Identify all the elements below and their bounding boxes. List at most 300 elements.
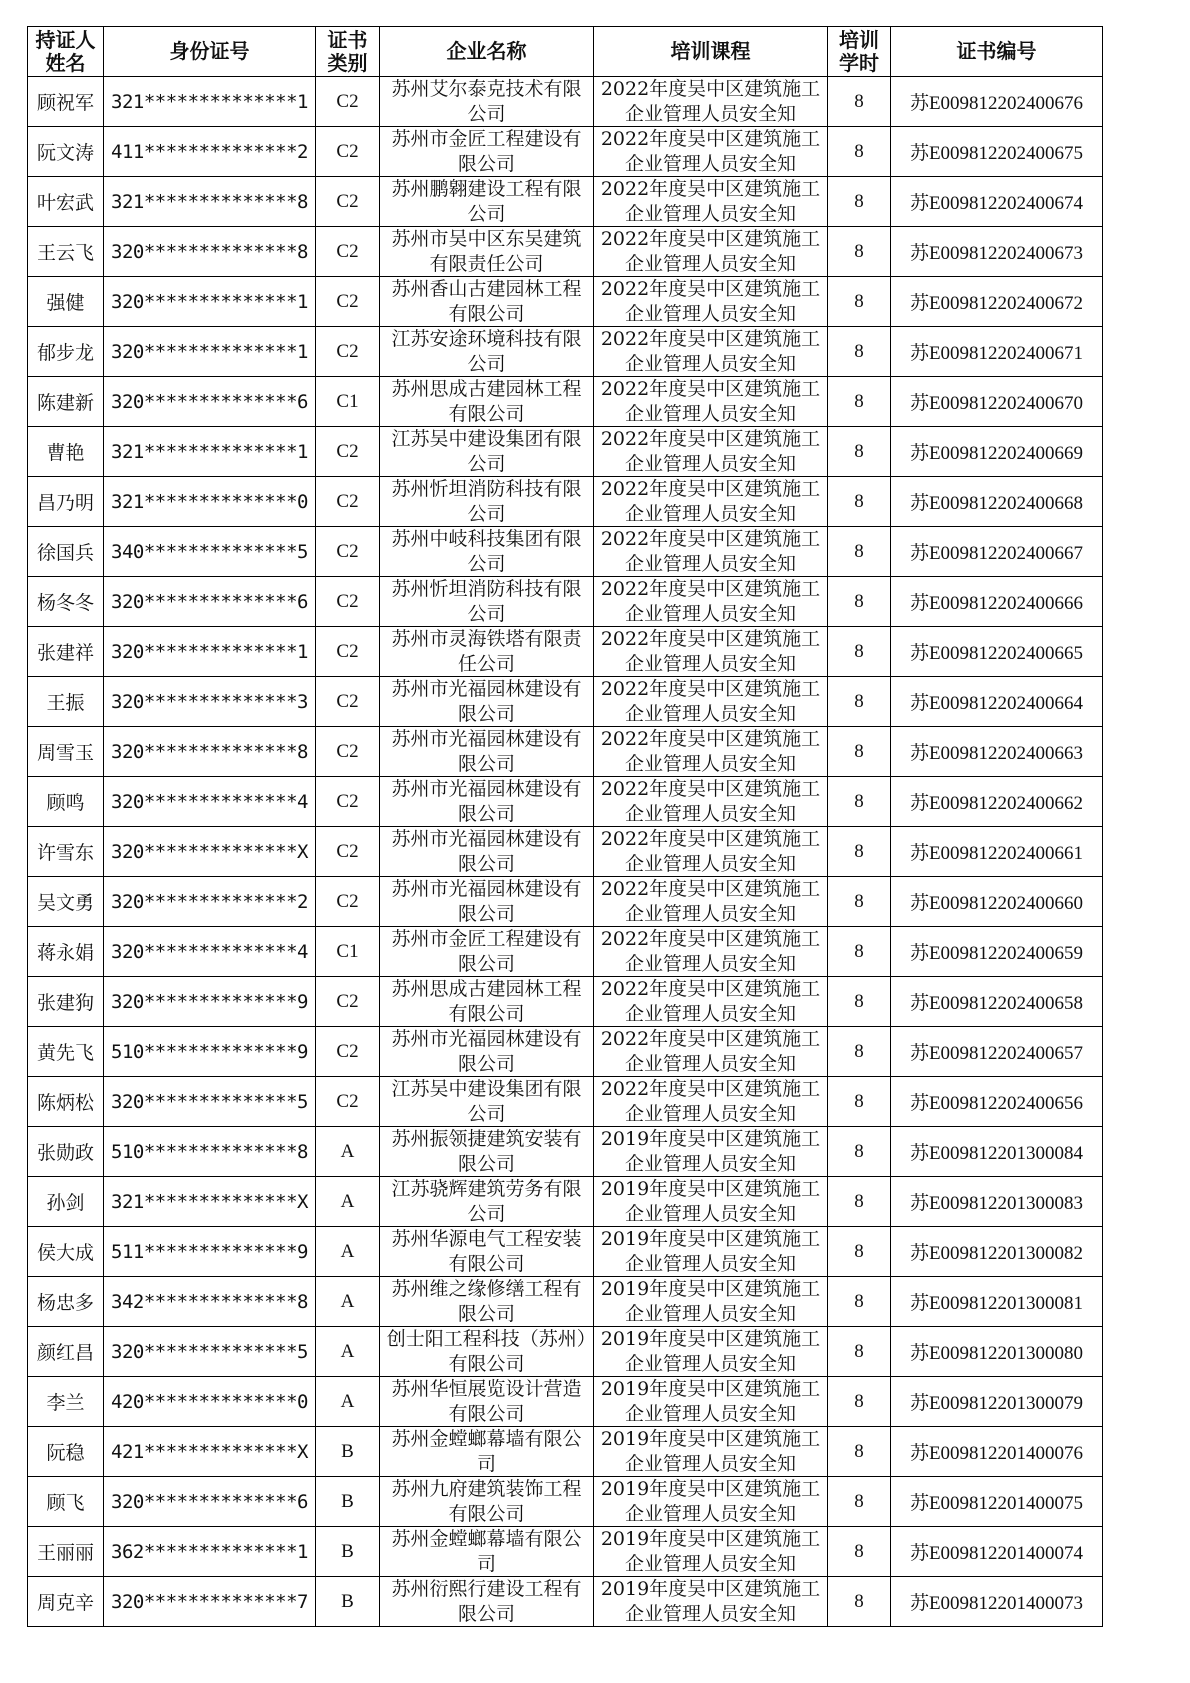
company-cell — [380, 227, 594, 277]
hours-cell: 8 — [828, 577, 891, 627]
holder-name-cell: 王振 — [28, 677, 104, 727]
cert-number-cell: 苏E009812202400658 — [891, 977, 1103, 1027]
holder-name-cell: 黄先飞 — [28, 1027, 104, 1077]
id-number-cell: 321**************0 — [104, 477, 316, 527]
holder-name-cell: 徐国兵 — [28, 527, 104, 577]
company-cell — [380, 327, 594, 377]
company-cell-text: 创士阳工程科技（苏州）有限公司 — [386, 1327, 587, 1373]
cert-number-cell: 苏E009812202400662 — [891, 777, 1103, 827]
holder-name-cell: 周雪玉 — [28, 727, 104, 777]
header-company: 企业名称 — [380, 27, 594, 77]
course-cell-text: 2019年度吴中区建筑施工企业管理人员安全知 — [600, 1527, 821, 1573]
company-cell — [380, 427, 594, 477]
course-cell-text: 2022年度吴中区建筑施工企业管理人员安全知 — [600, 327, 821, 373]
cert-number-cell: 苏E009812202400668 — [891, 477, 1103, 527]
course-cell — [594, 377, 828, 427]
company-cell — [380, 1377, 594, 1427]
course-cell — [594, 1077, 828, 1127]
cert-type-cell: C2 — [316, 627, 380, 677]
cert-number-cell: 苏E009812202400672 — [891, 277, 1103, 327]
holder-name-cell: 顾祝军 — [28, 77, 104, 127]
company-cell — [380, 677, 594, 727]
company-cell — [380, 1327, 594, 1377]
course-cell — [594, 1477, 828, 1527]
hours-cell: 8 — [828, 627, 891, 677]
table-row — [28, 1077, 1103, 1127]
course-cell — [594, 327, 828, 377]
cert-number-cell: 苏E009812201300079 — [891, 1377, 1103, 1427]
table-row — [28, 977, 1103, 1027]
cert-type-cell: A — [316, 1127, 380, 1177]
course-cell — [594, 277, 828, 327]
cert-type-cell: C1 — [316, 377, 380, 427]
cert-number-cell: 苏E009812201300080 — [891, 1327, 1103, 1377]
table-row — [28, 877, 1103, 927]
table-row — [28, 1427, 1103, 1477]
cert-type-cell: C2 — [316, 777, 380, 827]
course-cell — [594, 527, 828, 577]
cert-type-cell: A — [316, 1277, 380, 1327]
course-cell-text: 2022年度吴中区建筑施工企业管理人员安全知 — [600, 777, 821, 823]
hours-cell: 8 — [828, 177, 891, 227]
cert-type-cell: B — [316, 1477, 380, 1527]
hours-cell: 8 — [828, 127, 891, 177]
id-number-cell: 342**************8 — [104, 1277, 316, 1327]
hours-cell: 8 — [828, 327, 891, 377]
id-number-cell: 320**************1 — [104, 327, 316, 377]
hours-cell: 8 — [828, 1577, 891, 1627]
table-row — [28, 1277, 1103, 1327]
company-cell — [380, 1227, 594, 1277]
holder-name-cell: 顾飞 — [28, 1477, 104, 1527]
course-cell-text: 2022年度吴中区建筑施工企业管理人员安全知 — [600, 477, 821, 523]
holder-name-cell: 叶宏武 — [28, 177, 104, 227]
company-cell — [380, 1527, 594, 1577]
table-row — [28, 377, 1103, 427]
holder-name-cell: 张勋政 — [28, 1127, 104, 1177]
course-cell — [594, 1427, 828, 1477]
cert-number-cell: 苏E009812201300081 — [891, 1277, 1103, 1327]
cert-type-cell: C2 — [316, 877, 380, 927]
holder-name-cell: 阮稳 — [28, 1427, 104, 1477]
table-row — [28, 1177, 1103, 1227]
course-cell-text: 2022年度吴中区建筑施工企业管理人员安全知 — [600, 727, 821, 773]
course-cell-text: 2022年度吴中区建筑施工企业管理人员安全知 — [600, 1027, 821, 1073]
company-cell — [380, 527, 594, 577]
cert-type-cell: C2 — [316, 327, 380, 377]
cert-type-cell: C2 — [316, 1077, 380, 1127]
course-cell — [594, 127, 828, 177]
company-cell-text: 苏州市金匠工程建设有限公司 — [391, 927, 582, 973]
cert-type-cell: C2 — [316, 827, 380, 877]
table-row — [28, 577, 1103, 627]
hours-cell: 8 — [828, 977, 891, 1027]
cert-type-cell: C2 — [316, 1027, 380, 1077]
company-cell — [380, 1027, 594, 1077]
table-row — [28, 777, 1103, 827]
cert-type-cell: B — [316, 1577, 380, 1627]
cert-type-cell: C2 — [316, 127, 380, 177]
id-number-cell: 321**************1 — [104, 77, 316, 127]
course-cell-text: 2019年度吴中区建筑施工企业管理人员安全知 — [600, 1227, 821, 1273]
hours-cell: 8 — [828, 877, 891, 927]
hours-cell: 8 — [828, 1427, 891, 1477]
course-cell — [594, 577, 828, 627]
table-row — [28, 1377, 1103, 1427]
table-row — [28, 127, 1103, 177]
table-row — [28, 727, 1103, 777]
table-row — [28, 527, 1103, 577]
course-cell-text: 2022年度吴中区建筑施工企业管理人员安全知 — [600, 577, 821, 623]
header-cert-number: 证书编号 — [891, 27, 1103, 77]
company-cell-text: 苏州市光福园林建设有限公司 — [391, 827, 582, 873]
cert-type-cell: C2 — [316, 727, 380, 777]
hours-cell: 8 — [828, 477, 891, 527]
cert-number-cell: 苏E009812202400664 — [891, 677, 1103, 727]
company-cell — [380, 1177, 594, 1227]
company-cell-text: 苏州忻坦消防科技有限公司 — [391, 477, 582, 523]
course-cell-text: 2019年度吴中区建筑施工企业管理人员安全知 — [600, 1327, 821, 1373]
company-cell — [380, 77, 594, 127]
id-number-cell: 320**************8 — [104, 727, 316, 777]
company-cell-text: 苏州市光福园林建设有限公司 — [391, 727, 582, 773]
cert-type-cell: C2 — [316, 977, 380, 1027]
course-cell-text: 2019年度吴中区建筑施工企业管理人员安全知 — [600, 1577, 821, 1623]
company-cell-text: 苏州思成古建园林工程有限公司 — [391, 377, 582, 423]
company-cell — [380, 177, 594, 227]
table-row — [28, 1027, 1103, 1077]
id-number-cell: 320**************8 — [104, 227, 316, 277]
id-number-cell: 320**************2 — [104, 877, 316, 927]
certificate-table — [27, 26, 1103, 1627]
company-cell — [380, 477, 594, 527]
course-cell — [594, 677, 828, 727]
table-row — [28, 1477, 1103, 1527]
id-number-cell: 320**************3 — [104, 677, 316, 727]
id-number-cell: 510**************9 — [104, 1027, 316, 1077]
holder-name-cell: 李兰 — [28, 1377, 104, 1427]
course-cell-text: 2022年度吴中区建筑施工企业管理人员安全知 — [600, 1077, 821, 1123]
holder-name-cell: 曹艳 — [28, 427, 104, 477]
company-cell-text: 苏州艾尔泰克技术有限公司 — [391, 77, 582, 123]
hours-cell: 8 — [828, 277, 891, 327]
table-row — [28, 677, 1103, 727]
course-cell-text: 2019年度吴中区建筑施工企业管理人员安全知 — [600, 1277, 821, 1323]
cert-number-cell: 苏E009812202400665 — [891, 627, 1103, 677]
company-cell-text: 苏州市光福园林建设有限公司 — [391, 877, 582, 923]
hours-cell: 8 — [828, 927, 891, 977]
company-cell — [380, 777, 594, 827]
holder-name-cell: 张建狗 — [28, 977, 104, 1027]
company-cell-text: 江苏吴中建设集团有限公司 — [391, 1077, 582, 1123]
cert-number-cell: 苏E009812202400663 — [891, 727, 1103, 777]
course-cell-text: 2022年度吴中区建筑施工企业管理人员安全知 — [600, 827, 821, 873]
company-cell — [380, 1477, 594, 1527]
company-cell-text: 苏州忻坦消防科技有限公司 — [391, 577, 582, 623]
company-cell-text: 苏州振领捷建筑安装有限公司 — [391, 1127, 582, 1173]
table-row — [28, 1327, 1103, 1377]
holder-name-cell: 颜红昌 — [28, 1327, 104, 1377]
holder-name-cell: 孙剑 — [28, 1177, 104, 1227]
hours-cell: 8 — [828, 77, 891, 127]
cert-number-cell: 苏E009812202400671 — [891, 327, 1103, 377]
table-row — [28, 927, 1103, 977]
cert-type-cell: A — [316, 1227, 380, 1277]
holder-name-cell: 蒋永娟 — [28, 927, 104, 977]
course-cell-text: 2022年度吴中区建筑施工企业管理人员安全知 — [600, 127, 821, 173]
course-cell — [594, 1277, 828, 1327]
company-cell — [380, 1577, 594, 1627]
table-row — [28, 477, 1103, 527]
cert-type-cell: A — [316, 1177, 380, 1227]
id-number-cell: 421**************X — [104, 1427, 316, 1477]
hours-cell: 8 — [828, 1127, 891, 1177]
company-cell — [380, 1077, 594, 1127]
course-cell-text: 2022年度吴中区建筑施工企业管理人员安全知 — [600, 877, 821, 923]
course-cell — [594, 177, 828, 227]
holder-name-cell: 陈炳松 — [28, 1077, 104, 1127]
cert-number-cell: 苏E009812201400075 — [891, 1477, 1103, 1527]
id-number-cell: 320**************9 — [104, 977, 316, 1027]
company-cell — [380, 877, 594, 927]
company-cell-text: 苏州九府建筑装饰工程有限公司 — [391, 1477, 582, 1523]
id-number-cell: 340**************5 — [104, 527, 316, 577]
id-number-cell: 510**************8 — [104, 1127, 316, 1177]
cert-type-cell: B — [316, 1427, 380, 1477]
hours-cell: 8 — [828, 377, 891, 427]
cert-number-cell: 苏E009812202400660 — [891, 877, 1103, 927]
cert-number-cell: 苏E009812202400670 — [891, 377, 1103, 427]
cert-type-cell: C2 — [316, 277, 380, 327]
company-cell — [380, 977, 594, 1027]
holder-name-cell: 杨忠多 — [28, 1277, 104, 1327]
company-cell — [380, 127, 594, 177]
company-cell-text: 苏州市光福园林建设有限公司 — [391, 1027, 582, 1073]
company-cell — [380, 377, 594, 427]
id-number-cell: 320**************4 — [104, 777, 316, 827]
cert-number-cell: 苏E009812202400661 — [891, 827, 1103, 877]
course-cell — [594, 77, 828, 127]
company-cell-text: 苏州中岐科技集团有限公司 — [391, 527, 582, 573]
table-body — [28, 77, 1103, 1627]
hours-cell: 8 — [828, 1377, 891, 1427]
id-number-cell: 511**************9 — [104, 1227, 316, 1277]
id-number-cell: 320**************6 — [104, 377, 316, 427]
cert-number-cell: 苏E009812202400673 — [891, 227, 1103, 277]
course-cell-text: 2019年度吴中区建筑施工企业管理人员安全知 — [600, 1427, 821, 1473]
holder-name-cell: 昌乃明 — [28, 477, 104, 527]
hours-cell: 8 — [828, 427, 891, 477]
cert-type-cell: C2 — [316, 477, 380, 527]
holder-name-cell: 顾鸣 — [28, 777, 104, 827]
table-row — [28, 1127, 1103, 1177]
id-number-cell: 411**************2 — [104, 127, 316, 177]
holder-name-cell: 王丽丽 — [28, 1527, 104, 1577]
course-cell — [594, 927, 828, 977]
course-cell — [594, 477, 828, 527]
course-cell — [594, 1327, 828, 1377]
company-cell-text: 苏州维之缘修缮工程有限公司 — [391, 1277, 582, 1323]
holder-name-cell: 王云飞 — [28, 227, 104, 277]
company-cell-text: 苏州市灵海铁塔有限责任公司 — [391, 627, 582, 673]
company-cell — [380, 577, 594, 627]
course-cell — [594, 627, 828, 677]
course-cell-text: 2022年度吴中区建筑施工企业管理人员安全知 — [600, 627, 821, 673]
table-row — [28, 827, 1103, 877]
id-number-cell: 320**************1 — [104, 277, 316, 327]
holder-name-cell: 陈建新 — [28, 377, 104, 427]
company-cell — [380, 627, 594, 677]
id-number-cell: 320**************6 — [104, 577, 316, 627]
id-number-cell: 321**************X — [104, 1177, 316, 1227]
hours-cell: 8 — [828, 827, 891, 877]
cert-number-cell: 苏E009812201300082 — [891, 1227, 1103, 1277]
course-cell-text: 2022年度吴中区建筑施工企业管理人员安全知 — [600, 227, 821, 273]
course-cell — [594, 1177, 828, 1227]
id-number-cell: 320**************X — [104, 827, 316, 877]
company-cell-text: 苏州市吴中区东吴建筑有限责任公司 — [391, 227, 582, 273]
company-cell-text: 苏州金螳螂幕墙有限公司 — [391, 1527, 582, 1573]
cert-number-cell: 苏E009812201400073 — [891, 1577, 1103, 1627]
cert-number-cell: 苏E009812202400657 — [891, 1027, 1103, 1077]
company-cell — [380, 727, 594, 777]
hours-cell: 8 — [828, 1327, 891, 1377]
company-cell — [380, 1277, 594, 1327]
company-cell-text: 苏州衍熙行建设工程有限公司 — [391, 1577, 582, 1623]
table-row — [28, 227, 1103, 277]
id-number-cell: 321**************1 — [104, 427, 316, 477]
cert-number-cell: 苏E009812201400074 — [891, 1527, 1103, 1577]
hours-cell: 8 — [828, 227, 891, 277]
cert-type-cell: C2 — [316, 527, 380, 577]
hours-cell: 8 — [828, 1277, 891, 1327]
id-number-cell: 320**************1 — [104, 627, 316, 677]
company-cell-text: 苏州市金匠工程建设有限公司 — [391, 127, 582, 173]
course-cell — [594, 227, 828, 277]
course-cell — [594, 877, 828, 927]
course-cell-text: 2022年度吴中区建筑施工企业管理人员安全知 — [600, 977, 821, 1023]
id-number-cell: 362**************1 — [104, 1527, 316, 1577]
cert-type-cell: C2 — [316, 677, 380, 727]
company-cell-text: 苏州市光福园林建设有限公司 — [391, 677, 582, 723]
holder-name-cell: 阮文涛 — [28, 127, 104, 177]
header-holder-name: 持证人姓名 — [28, 27, 104, 77]
company-cell — [380, 927, 594, 977]
cert-number-cell: 苏E009812202400667 — [891, 527, 1103, 577]
course-cell — [594, 1527, 828, 1577]
holder-name-cell: 许雪东 — [28, 827, 104, 877]
cert-type-cell: A — [316, 1377, 380, 1427]
course-cell — [594, 977, 828, 1027]
cert-number-cell: 苏E009812202400666 — [891, 577, 1103, 627]
course-cell-text: 2022年度吴中区建筑施工企业管理人员安全知 — [600, 277, 821, 323]
table-row — [28, 77, 1103, 127]
course-cell-text: 2022年度吴中区建筑施工企业管理人员安全知 — [600, 677, 821, 723]
cert-number-cell: 苏E009812201300084 — [891, 1127, 1103, 1177]
cert-type-cell: A — [316, 1327, 380, 1377]
cert-type-cell: B — [316, 1527, 380, 1577]
company-cell — [380, 827, 594, 877]
company-cell-text: 苏州市光福园林建设有限公司 — [391, 777, 582, 823]
course-cell-text: 2022年度吴中区建筑施工企业管理人员安全知 — [600, 177, 821, 223]
holder-name-cell: 强健 — [28, 277, 104, 327]
cert-number-cell: 苏E009812202400659 — [891, 927, 1103, 977]
course-cell — [594, 777, 828, 827]
course-cell-text: 2019年度吴中区建筑施工企业管理人员安全知 — [600, 1477, 821, 1523]
cert-type-cell: C1 — [316, 927, 380, 977]
course-cell-text: 2022年度吴中区建筑施工企业管理人员安全知 — [600, 527, 821, 573]
table-row — [28, 427, 1103, 477]
cert-type-cell: C2 — [316, 227, 380, 277]
table-row — [28, 1577, 1103, 1627]
id-number-cell: 320**************4 — [104, 927, 316, 977]
table-row — [28, 1527, 1103, 1577]
header-course: 培训课程 — [594, 27, 828, 77]
course-cell — [594, 1127, 828, 1177]
company-cell-text: 苏州思成古建园林工程有限公司 — [391, 977, 582, 1023]
course-cell — [594, 827, 828, 877]
company-cell-text: 江苏安途环境科技有限公司 — [391, 327, 582, 373]
holder-name-cell: 吴文勇 — [28, 877, 104, 927]
course-cell-text: 2022年度吴中区建筑施工企业管理人员安全知 — [600, 77, 821, 123]
course-cell-text: 2022年度吴中区建筑施工企业管理人员安全知 — [600, 377, 821, 423]
hours-cell: 8 — [828, 1177, 891, 1227]
hours-cell: 8 — [828, 1027, 891, 1077]
holder-name-cell: 郁步龙 — [28, 327, 104, 377]
cert-number-cell: 苏E009812202400676 — [891, 77, 1103, 127]
table-row — [28, 177, 1103, 227]
cert-type-cell: C2 — [316, 427, 380, 477]
id-number-cell: 320**************7 — [104, 1577, 316, 1627]
company-cell — [380, 1127, 594, 1177]
header-cert-type: 证书类别 — [316, 27, 380, 77]
course-cell — [594, 1377, 828, 1427]
hours-cell: 8 — [828, 527, 891, 577]
hours-cell: 8 — [828, 727, 891, 777]
cert-number-cell: 苏E009812202400656 — [891, 1077, 1103, 1127]
cert-number-cell: 苏E009812201300083 — [891, 1177, 1103, 1227]
cert-number-cell: 苏E009812201400076 — [891, 1427, 1103, 1477]
course-cell — [594, 1577, 828, 1627]
company-cell-text: 江苏骁辉建筑劳务有限公司 — [391, 1177, 582, 1223]
id-number-cell: 320**************5 — [104, 1327, 316, 1377]
cert-number-cell: 苏E009812202400669 — [891, 427, 1103, 477]
hours-cell: 8 — [828, 1477, 891, 1527]
cert-number-cell: 苏E009812202400675 — [891, 127, 1103, 177]
hours-cell: 8 — [828, 677, 891, 727]
course-cell — [594, 1227, 828, 1277]
holder-name-cell: 杨冬冬 — [28, 577, 104, 627]
course-cell — [594, 427, 828, 477]
id-number-cell: 420**************0 — [104, 1377, 316, 1427]
cert-type-cell: C2 — [316, 577, 380, 627]
course-cell-text: 2022年度吴中区建筑施工企业管理人员安全知 — [600, 927, 821, 973]
company-cell-text: 苏州华源电气工程安装有限公司 — [391, 1227, 582, 1273]
table-row — [28, 277, 1103, 327]
company-cell-text: 苏州华恒展览设计营造有限公司 — [391, 1377, 582, 1423]
hours-cell: 8 — [828, 1077, 891, 1127]
id-number-cell: 320**************5 — [104, 1077, 316, 1127]
course-cell — [594, 1027, 828, 1077]
cert-type-cell: C2 — [316, 177, 380, 227]
hours-cell: 8 — [828, 1527, 891, 1577]
course-cell — [594, 727, 828, 777]
course-cell-text: 2022年度吴中区建筑施工企业管理人员安全知 — [600, 427, 821, 473]
cert-number-cell: 苏E009812202400674 — [891, 177, 1103, 227]
course-cell-text: 2019年度吴中区建筑施工企业管理人员安全知 — [600, 1127, 821, 1173]
header-hours: 培训学时 — [828, 27, 891, 77]
table-row — [28, 627, 1103, 677]
